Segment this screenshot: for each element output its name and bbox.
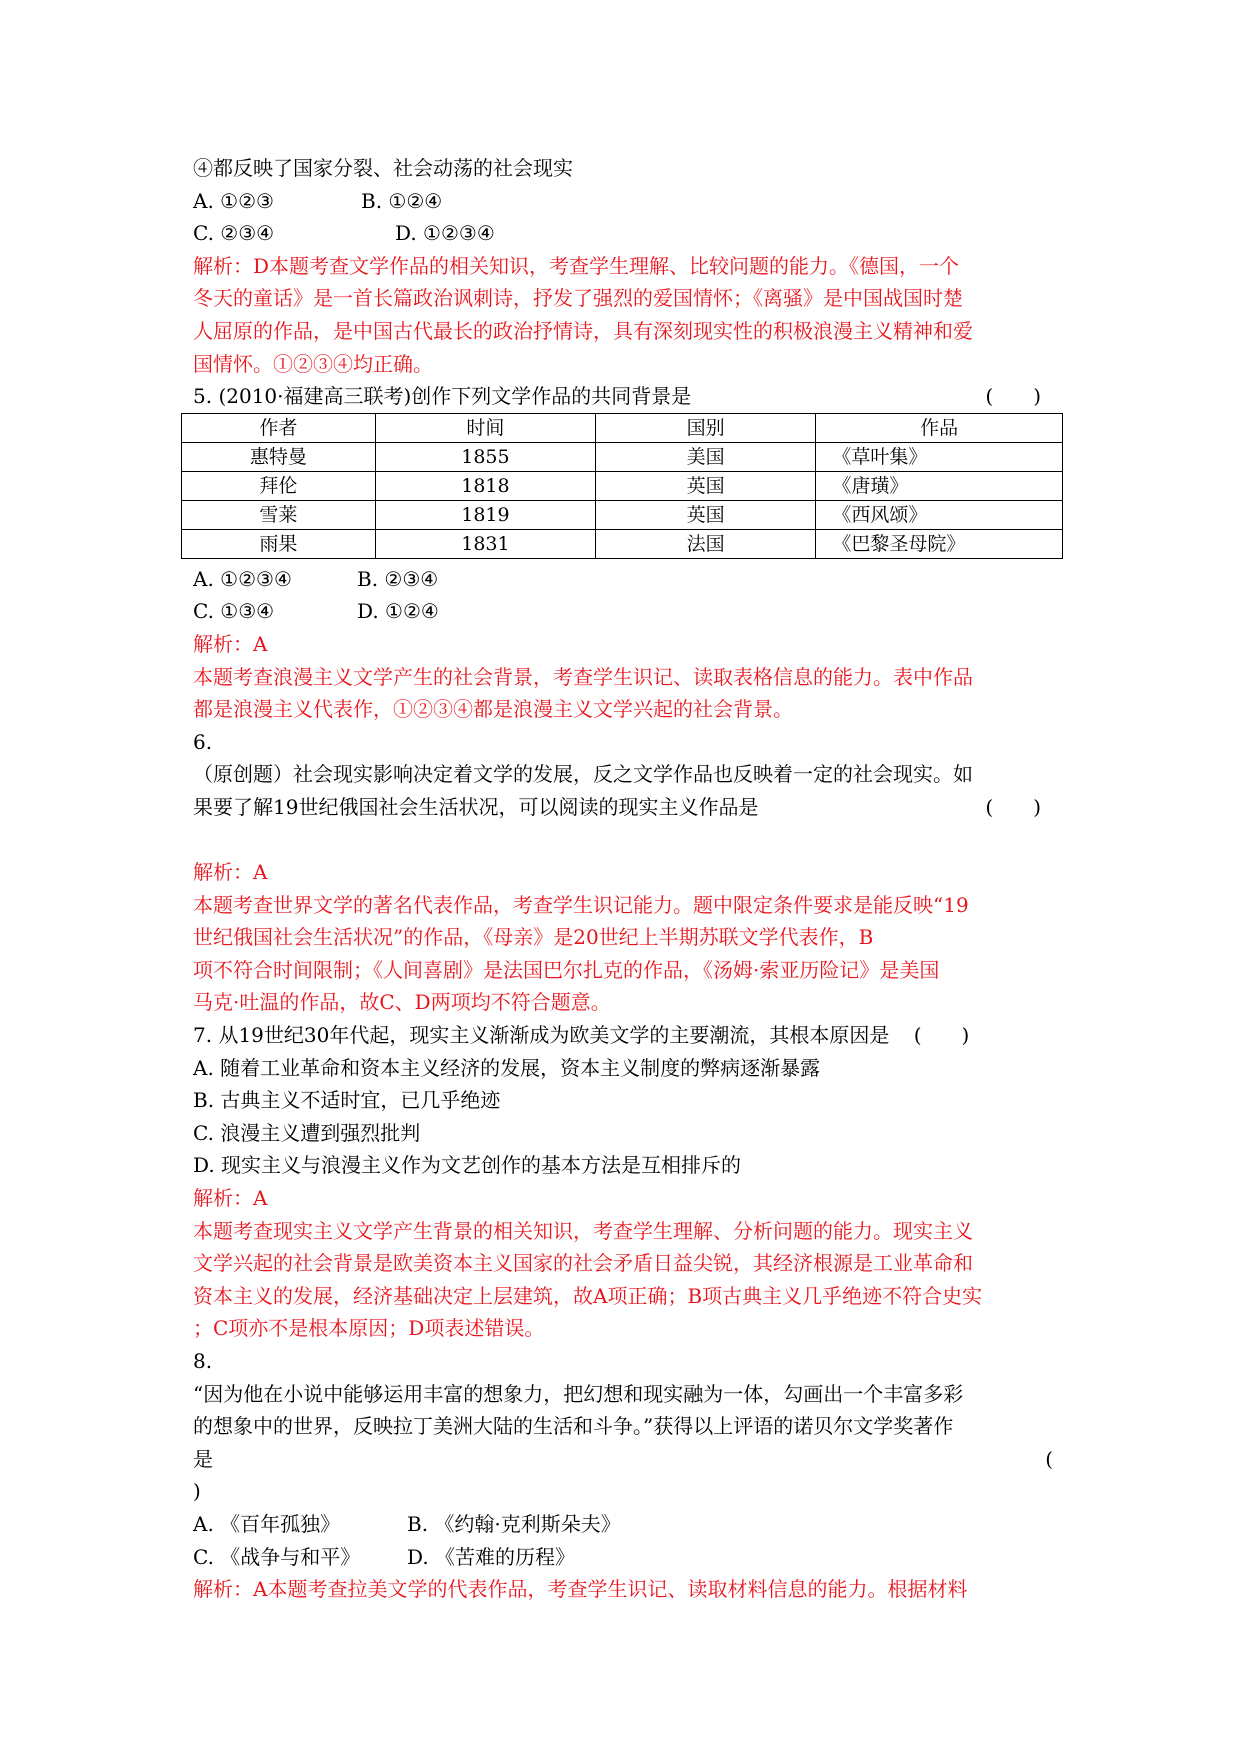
q5-analysis-line: 都是浪漫主义代表作，①②③④都是浪漫主义文学兴起的社会背景。 [193, 697, 793, 722]
q5-option-c[interactable]: C. ①③④ [193, 599, 275, 624]
q4-option-b[interactable]: B. ①②④ [361, 188, 443, 213]
q5-analysis-line: 本题考查浪漫主义文学产生的社会背景，考查学生识记、读取表格信息的能力。表中作品 [193, 664, 973, 689]
table-header-time: 时间 [375, 413, 595, 442]
q6-analysis-head: 解析：A [193, 860, 268, 885]
q6-stem-line1: （原创题）社会现实影响决定着文学的发展，反之文学作品也反映着一定的社会现实。如 [193, 762, 973, 787]
q7-analysis-line: 文学兴起的社会背景是欧美资本主义国家的社会矛盾日益尖锐，其经济根源是工业革命和 [193, 1251, 973, 1276]
q5-stem: 5. (2010·福建高三联考)创作下列文学作品的共同背景是 [193, 384, 692, 409]
table-header-country: 国别 [596, 413, 816, 442]
table-cell-author: 雪莱 [182, 500, 376, 529]
q5-stem-row [193, 380, 1053, 413]
table-cell-author: 雨果 [182, 529, 376, 558]
q8-answer-blank-close: ) [193, 1479, 201, 1504]
table-cell-work: 《草叶集》 [816, 442, 1063, 471]
q7-analysis-line: ；C项亦不是根本原因；D项表述错误。 [193, 1316, 545, 1341]
table-cell-work: 《西风颂》 [816, 500, 1063, 529]
q5-options-row1 [193, 563, 1053, 596]
table-cell-author: 拜伦 [182, 471, 376, 500]
q8-number: 8. [193, 1349, 213, 1373]
q5-options-row2 [193, 595, 1053, 628]
table-row [182, 529, 1063, 558]
q6-stem-row [193, 791, 1053, 824]
table-cell-time: 1831 [375, 529, 595, 558]
q5-works-table [181, 413, 1063, 559]
table-cell-country: 英国 [596, 500, 816, 529]
q4-analysis-line: 解析：D本题考查文学作品的相关知识，考查学生理解、比较问题的能力。《德国，一个 [193, 253, 960, 278]
q5-option-a[interactable]: A. ①②③④ [193, 566, 292, 591]
q8-answer-blank-open: ( [1045, 1446, 1053, 1471]
q7-stem-row [193, 1019, 1053, 1052]
q4-options-row1 [193, 185, 1053, 218]
table-row [182, 471, 1063, 500]
q7-stem: 7. 从19世纪30年代起，现实主义渐渐成为欧美文学的主要潮流，其根本原因是 [193, 1023, 890, 1048]
q8-analysis-line: 解析：A本题考查拉美文学的代表作品，考查学生识记、读取材料信息的能力。根据材料 [193, 1577, 968, 1602]
q8-stem-line1: “因为他在小说中能够运用丰富的想象力，把幻想和现实融为一体，勾画出一个丰富多彩 [193, 1381, 964, 1406]
q4-option-d[interactable]: D. ①②③④ [395, 221, 495, 246]
q7-option-c[interactable]: C. 浪漫主义遭到强烈批判 [193, 1120, 421, 1145]
q8-options-row1 [193, 1508, 1053, 1541]
q8-option-a[interactable]: A. 《百年孤独》 [193, 1511, 341, 1536]
q6-number: 6. [193, 729, 213, 754]
q6-answer-blank: ( ) [985, 794, 1041, 819]
q5-option-b[interactable]: B. ②③④ [357, 566, 439, 591]
q8-option-d[interactable]: D. 《苦难的历程》 [407, 1544, 576, 1569]
table-cell-time: 1819 [375, 500, 595, 529]
table-header-work: 作品 [816, 413, 1063, 442]
table-cell-work: 《巴黎圣母院》 [816, 529, 1063, 558]
q8-option-c[interactable]: C. 《战争与和平》 [193, 1544, 361, 1569]
q7-analysis-line: 本题考查现实主义文学产生背景的相关知识，考查学生理解、分析问题的能力。现实主义 [193, 1218, 973, 1243]
q7-option-a[interactable]: A. 随着工业革命和资本主义经济的发展，资本主义制度的弊病逐渐暴露 [193, 1055, 821, 1080]
q4-analysis-line: 国情怀。①②③④均正确。 [193, 351, 433, 376]
table-cell-time: 1855 [375, 442, 595, 471]
q6-analysis-line: 项不符合时间限制；《人间喜剧》是法国巴尔扎克的作品，《汤姆·索亚历险记》是美国 [193, 957, 940, 982]
table-header-row [182, 413, 1063, 442]
q6-stem-line2: 果要了解19世纪俄国社会生活状况，可以阅读的现实主义作品是 [193, 794, 759, 819]
q5-option-d[interactable]: D. ①②④ [357, 599, 439, 624]
q4-statement-4: ④都反映了国家分裂、社会动荡的社会现实 [193, 156, 573, 180]
blank-line [193, 824, 1053, 857]
q6-analysis-line: 本题考查世界文学的著名代表作品，考查学生识记能力。题中限定条件要求是能反映“19 [193, 892, 969, 917]
q7-analysis-line: 资本主义的发展，经济基础决定上层建筑，故A项正确；B项古典主义几乎绝迹不符合史实 [193, 1283, 983, 1308]
q4-analysis-line: 冬天的童话》是一首长篇政治讽刺诗，抒发了强烈的爱国情怀；《离骚》是中国战国时楚 [193, 286, 963, 311]
document-page [193, 152, 1053, 1606]
q5-analysis-head: 解析：A [193, 631, 268, 656]
q5-answer-blank: ( ) [985, 384, 1041, 409]
table-cell-country: 法国 [596, 529, 816, 558]
table-cell-time: 1818 [375, 471, 595, 500]
table-cell-work: 《唐璜》 [816, 471, 1063, 500]
q7-answer-blank: ( ) [913, 1023, 970, 1048]
q8-stem-line3: 是 [193, 1446, 213, 1471]
table-cell-author: 惠特曼 [182, 442, 376, 471]
q8-options-row2 [193, 1541, 1053, 1574]
q7-option-d[interactable]: D. 现实主义与浪漫主义作为文艺创作的基本方法是互相排斥的 [193, 1153, 742, 1178]
q4-analysis-line: 人屈原的作品，是中国古代最长的政治抒情诗，具有深刻现实性的积极浪漫主义精神和爱 [193, 318, 973, 343]
table-header-author: 作者 [182, 413, 376, 442]
q4-option-c[interactable]: C. ②③④ [193, 221, 275, 246]
q6-analysis-line: 世纪俄国社会生活状况”的作品，《母亲》是20世纪上半期苏联文学代表作，B [193, 925, 874, 950]
table-cell-country: 英国 [596, 471, 816, 500]
q8-stem-row [193, 1443, 1053, 1476]
table-cell-country: 美国 [596, 442, 816, 471]
table-row [182, 500, 1063, 529]
q6-analysis-line: 马克·吐温的作品，故C、D两项均不符合题意。 [193, 990, 611, 1015]
q7-analysis-head: 解析：A [193, 1186, 268, 1211]
q4-options-row2 [193, 217, 1053, 250]
q4-option-a[interactable]: A. ①②③ [193, 188, 274, 213]
q7-option-b[interactable]: B. 古典主义不适时宜，已几乎绝迹 [193, 1088, 501, 1113]
q8-option-b[interactable]: B. 《约翰·克利斯朵夫》 [407, 1511, 621, 1536]
q8-stem-line2: 的想象中的世界，反映拉丁美洲大陆的生活和斗争。”获得以上评语的诺贝尔文学奖著作 [193, 1414, 954, 1439]
table-row [182, 442, 1063, 471]
